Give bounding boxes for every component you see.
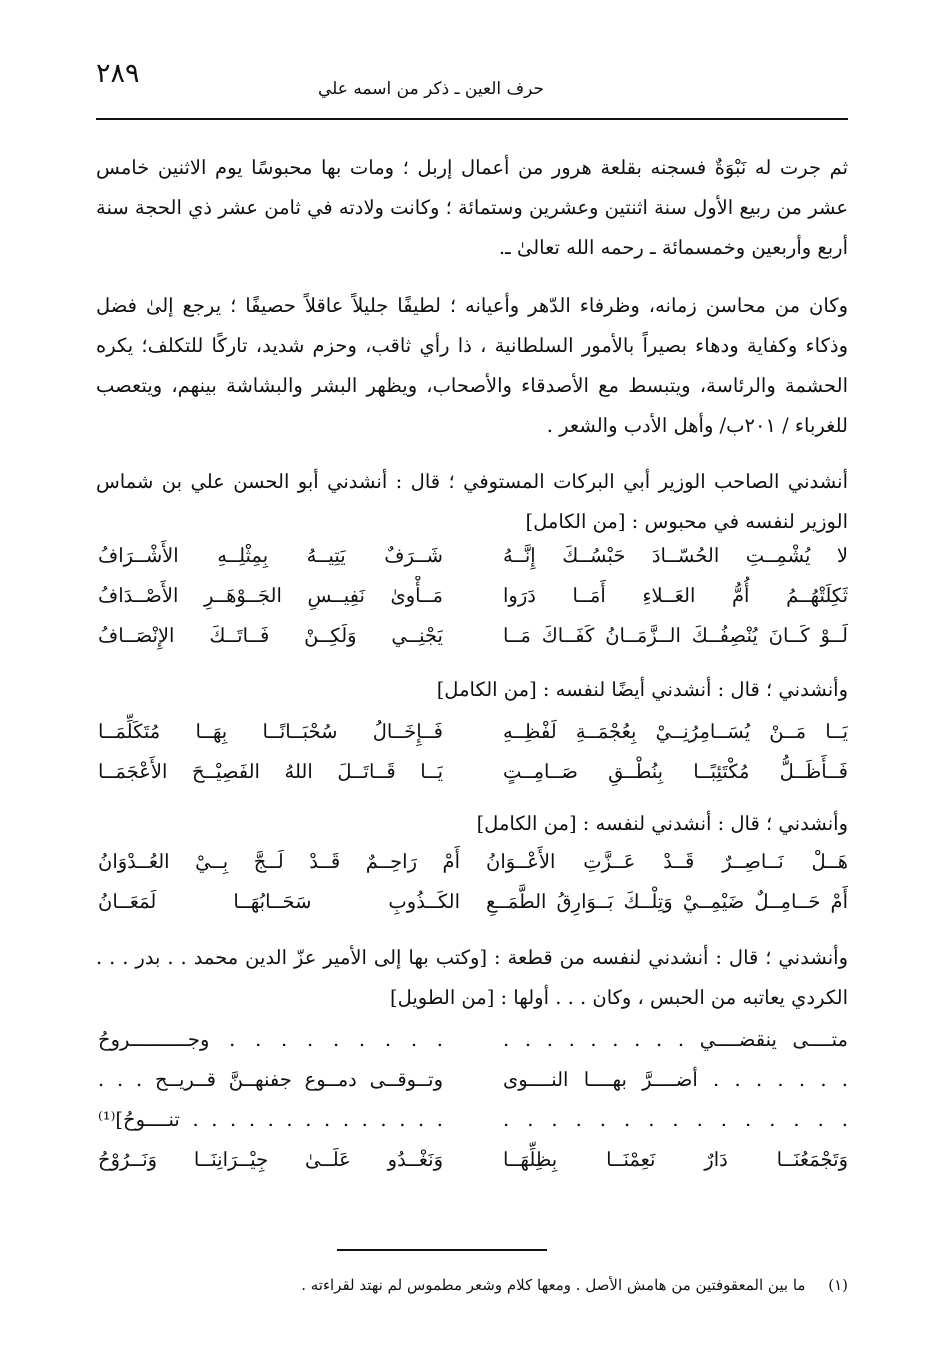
- verse-second-hemistich: أَمْ رَاحِــمٌ قَــدْ لَــجَّ بِــيْ العُــدْوَانُ: [98, 850, 460, 873]
- poem-4-intro: [96, 938, 848, 1018]
- footnote-marker: (١): [828, 1276, 848, 1294]
- verse-second-hemistich: يَجْنِــي وَلَكِــنْ فَــاتَــكَ الإِنْصَــافُ: [98, 624, 443, 647]
- verse-line: [98, 1100, 848, 1140]
- verse-first-hemistich: ثَكِلَتْهُــمُ أُمُّ العَــلاءِ أَمَــا دَرَوا: [503, 584, 848, 607]
- poem-3-intro: [96, 804, 848, 844]
- verse-second-hemistich: . . . . . . . . . وجــــــــــروحُ: [98, 1028, 443, 1051]
- verse-second-hemistich: شَــرَفٌ يَتِيــهُ بِمِثْلِــهِ الأَشْــرَافُ: [98, 544, 443, 567]
- paragraph-character: [96, 286, 848, 446]
- paragraph-text: أنشدني الصاحب الوزير أبي البركات المستوفي ؛ قال : أنشدني أبو الحسن علي بن شماس الوزير لنفسه في محبوس : [من الكامل]: [96, 470, 848, 533]
- verse-first-hemistich: وَتَجْمَعُنَــا دَارٌ نَعِمْنَــا بِظِلِّهَــا: [503, 1148, 848, 1171]
- verse-second-hemistich: فَــإِخَــالُ سُحْبَــانًــا بِهَــا مُتَكَلِّمَــا: [98, 720, 443, 743]
- verse-second-hemistich: . . . . . . . . . . . . . . تنــــوحُ]⁽¹⁾: [98, 1108, 443, 1131]
- poem-3: [98, 842, 848, 922]
- poem-2: [98, 712, 848, 792]
- poem-4: [98, 1020, 848, 1180]
- paragraph-text: وكان من محاسن زمانه، وظرفاء الدّهر وأعيانه ؛ لطيفًا جليلاً عاقلاً حصيفًا ؛ يرجع إلىٰ فضل وذكاء وكفاية ودهاء بصيراً بالأمور السلطانية ، ذا رأي ثاقب، وحزم شديد، تاركًا للتكلف؛ يكره الحشمة والرئاسة، ويتبسط مع الأصدقاء والأصحاب، ويظهر البشر والبشاشة بينهم، ويتعصب للغرباء / ٢٠١ب/ وأهل الأدب والشعر .: [96, 294, 848, 437]
- verse-line: [98, 1060, 848, 1100]
- footnote-text: ما بين المعقوفتين من هامش الأصل . ومعها كلام وشعر مطموس لم نهتد لقراءته .: [301, 1276, 806, 1294]
- verse-first-hemistich: متــــى ينقضــــي . . . . . . . . .: [503, 1028, 848, 1051]
- verse-second-hemistich: وتــوقــى دمــوع جفنهــنَّ قــريــح . . .: [98, 1068, 443, 1091]
- paragraph-text: ثم جرت له نَبْوَةٌ فسجنه بقلعة هرور من أعمال إربل ؛ ومات بها محبوسًا يوم الاثنين خامس عشر من ربيع الأول سنة اثنتين وعشرين وستمائة ؛ وكانت ولادته في ثامن عشر ذي الحجة سنة أربع وأربعين وخمسمائة ـ رحمه الله تعالىٰ ـ.: [96, 156, 848, 259]
- verse-line: [98, 752, 848, 792]
- verse-line: [98, 1020, 848, 1060]
- verse-first-hemistich: . . . . . . . أضــــرَّ بهــــا النــــوى: [503, 1068, 848, 1091]
- verse-line: [98, 536, 848, 576]
- verse-line: [98, 712, 848, 752]
- intro-text: وأنشدني ؛ قال : أنشدني أيضًا لنفسه : [من الكامل]: [436, 678, 848, 701]
- running-head: حرف العين ـ ذكر من اسمه علي: [317, 79, 545, 99]
- paragraph-text: وأنشدني ؛ قال : أنشدني لنفسه من قطعة : [وكتب بها إلى الأمير عزّ الدين محمد . . بدر . . . الكردي يعاتبه من الحبس ، وكان . . . أولها : [من الطويل]: [96, 946, 848, 1009]
- footnote: [96, 1272, 848, 1298]
- verse-second-hemistich: وَنَغْــدُو عَلَــىٰ جِيْــرَانِنَــا وَنَــرُوْحُ: [98, 1148, 443, 1171]
- verse-first-hemistich: لَــوْ كَــانَ يُنْصِفُــكَ الــزَّمَــانُ كَفَــاكَ مَــا: [503, 624, 848, 647]
- paragraph-death-date: [96, 148, 848, 268]
- verse-second-hemistich: مَــأْوىٰ نَفِيــسِ الجَــوْهَــرِ الأَصْــدَافُ: [98, 584, 443, 607]
- verse-line: [98, 576, 848, 616]
- footnote-rule: [337, 1249, 547, 1251]
- verse-first-hemistich: هَــلْ نَــاصِــرٌ قَــدْ عَــزَّتِ الأَعْــوَانُ: [486, 850, 848, 873]
- verse-second-hemistich: الكَــذُوبِ سَحَــابُهَــا لَمَعَــانُ: [98, 890, 460, 913]
- verse-first-hemistich: يَــا مَــنْ يُسَــامِرُنِــيْ بِعُجْمَــةِ لَفْظِــهِ: [503, 720, 848, 743]
- verse-line: [98, 616, 848, 656]
- header-rule: [96, 118, 848, 120]
- page-number: ٢٨٩: [96, 58, 140, 89]
- verse-first-hemistich: أَمْ حَــامِــلٌ ضَيْمِــيْ وَتِلْــكَ بَــوَارِقُ الطَّمَــعِ: [486, 890, 848, 913]
- verse-first-hemistich: فَــأَظَــلُّ مُكْتَئِبًــا بِنُطْــقِ صَــامِــتٍ: [503, 760, 848, 783]
- verse-line: [98, 882, 848, 922]
- intro-text: وأنشدني ؛ قال : أنشدني لنفسه : [من الكامل]: [476, 812, 848, 835]
- verse-first-hemistich: لا يُشْمِــتِ الحُسّــادَ حَبْسُــكَ إِنَّــهُ: [503, 544, 848, 567]
- verse-second-hemistich: يَــا قَــاتَــلَ اللهُ الفَصِيْــحَ الأَعْجَمَــا: [98, 760, 443, 783]
- paragraph-poem-intro: [96, 462, 848, 542]
- verse-first-hemistich: . . . . . . . . . . . . . . .: [503, 1108, 848, 1131]
- poem-2-intro: [96, 670, 848, 710]
- verse-line: [98, 1140, 848, 1180]
- poem-1: [98, 536, 848, 656]
- verse-line: [98, 842, 848, 882]
